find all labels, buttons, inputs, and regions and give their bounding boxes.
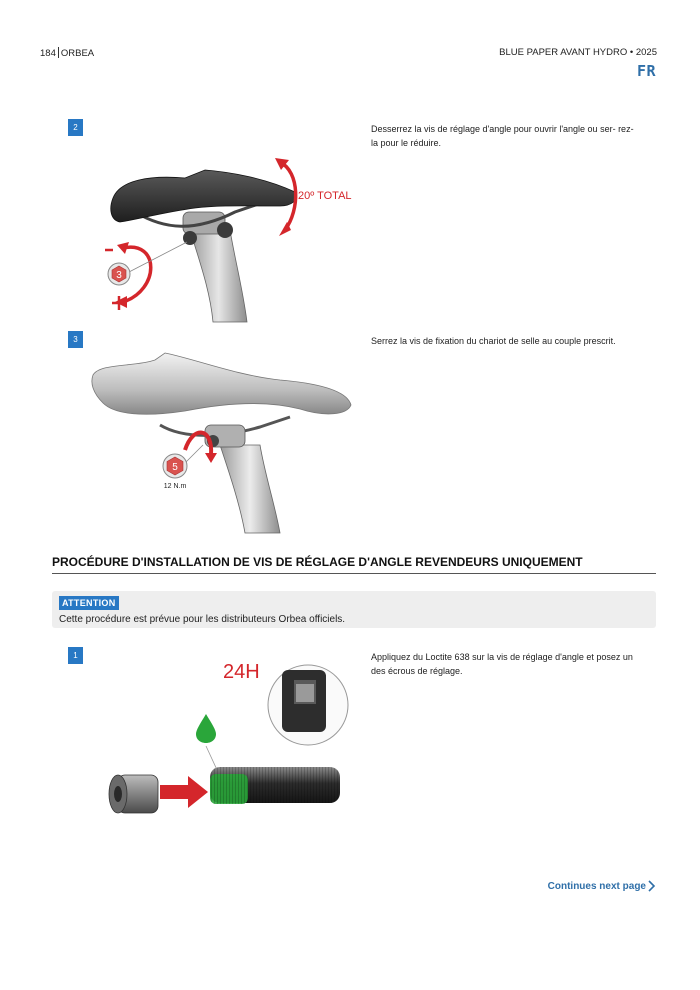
step-badge-1: 1 [68, 647, 83, 664]
loctite-screw-figure [100, 650, 355, 850]
document-title: BLUE PAPER AVANT HYDRO • 2025 [499, 47, 657, 58]
chevron-right-icon [648, 880, 656, 892]
section-title: PROCÉDURE D'INSTALLATION DE VIS DE RÉGLAGE D'ANGLE REVENDEURS UNIQUEMENT [52, 555, 656, 574]
attention-box [52, 591, 656, 628]
step-badge-3: 3 [68, 331, 83, 348]
step-3-instruction: Serrez la vis de fixation du chariot de selle au couple prescrit. [371, 336, 616, 346]
page-header-left [40, 47, 94, 59]
attention-text: Cette procédure est prévue pour les distributeurs Orbea officiels. [59, 614, 346, 625]
continue-label: Continues next page [547, 880, 646, 892]
page-number: 184 [40, 48, 56, 59]
attention-tag: ATTENTION [59, 596, 119, 610]
language-indicator: FR [636, 62, 656, 80]
step-2-instruction: Desserrez la vis de réglage d'angle pour ouvrir l'angle ou ser- rez-la pour le réduire. [371, 124, 634, 148]
step-badge-2: 2 [68, 119, 83, 136]
callout-number: 3 [116, 270, 122, 281]
saddle-torque-figure [85, 345, 360, 535]
continues-next-page-link[interactable] [548, 880, 656, 892]
cure-time-label: 24H [223, 661, 260, 683]
saddle-angle-figure [95, 150, 365, 325]
header-divider [58, 47, 59, 58]
brand-name: ORBEA [60, 48, 95, 59]
loctite-drop-icon [196, 714, 216, 743]
step-1-instruction: Appliquez du Loctite 638 sur la vis de réglage d'angle et posez un des écrous de réglage. [371, 652, 633, 676]
direction-arrow-icon [160, 776, 208, 808]
torque-label: 12 N.m [163, 483, 187, 490]
callout-number: 5 [172, 462, 178, 473]
angle-label: 20º TOTAL [298, 190, 352, 202]
